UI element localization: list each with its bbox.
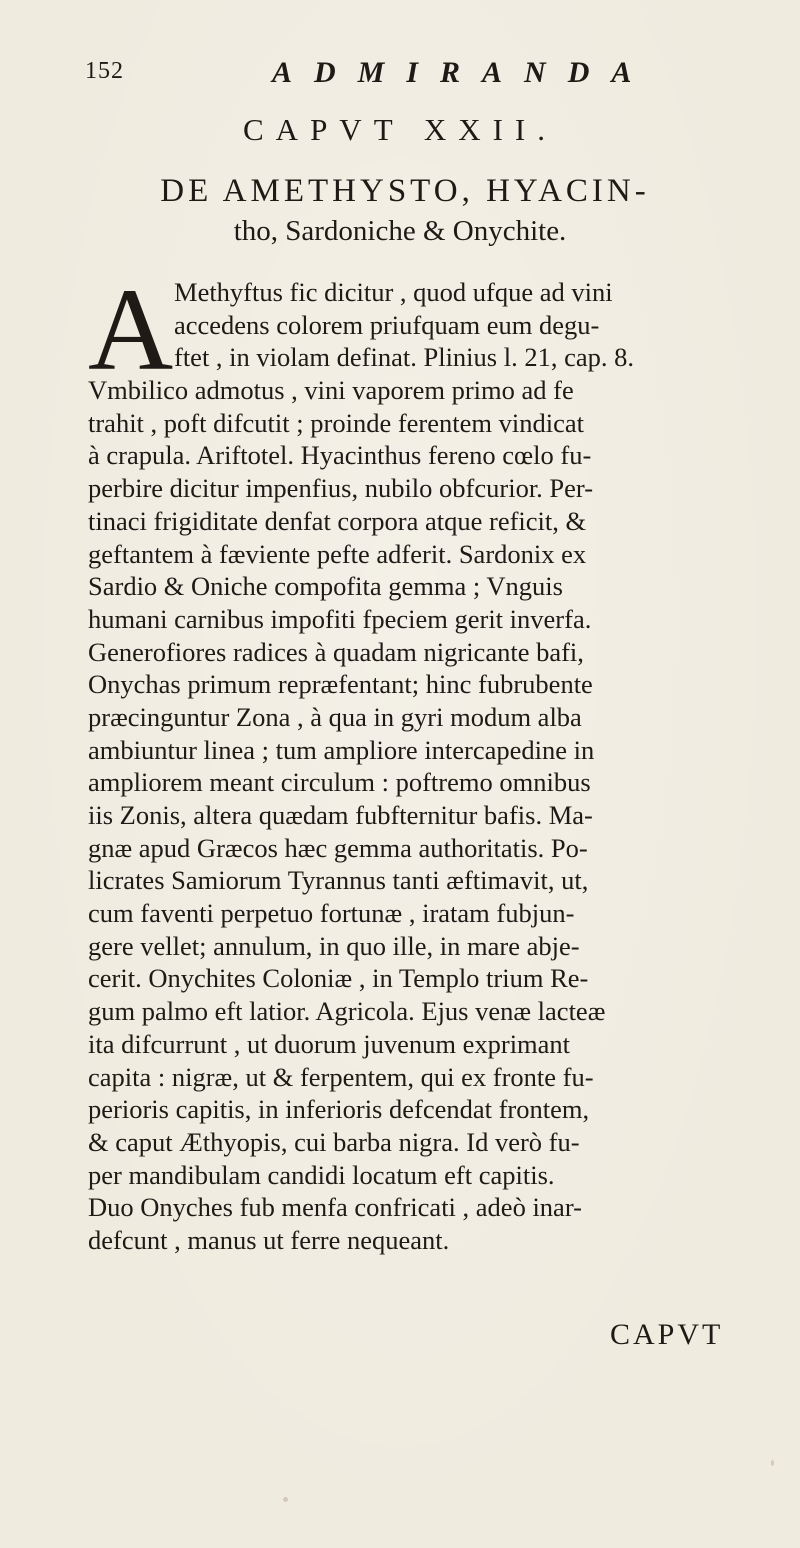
text-line: gum palmo eft latior. Agricola. Ejus venæ lacteæ bbox=[88, 996, 606, 1027]
text-line: Methyftus fic dicitur , quod ufque ad vini bbox=[174, 277, 613, 307]
ink-speck bbox=[771, 1460, 774, 1466]
text-line: ita difcurrunt , ut duorum juvenum exprimant bbox=[88, 1028, 571, 1059]
text-line: accedens colorem priufquam eum degu- bbox=[174, 309, 600, 340]
text-line: ftet , in violam definat. Plinius l. 21, cap. 8. bbox=[174, 342, 634, 373]
chapter-title-line-1: DE AMETHYSTO, HYACIN- bbox=[160, 173, 650, 209]
text-line: cum faventi perpetuo fortunæ , iratam fubjun- bbox=[88, 898, 575, 929]
chapter-heading: CAPVT XXII. bbox=[243, 112, 557, 147]
text-line: licrates Samiorum Tyrannus tanti æftimavit, ut, bbox=[88, 865, 589, 896]
text-line: Generofiores radices à quadam nigricante bafi, bbox=[88, 636, 584, 667]
text-line: perioris capitis, in inferioris defcendat frontem, bbox=[88, 1094, 590, 1125]
text-line: à crapula. Ariftotel. Hyacinthus fereno cœlo fu- bbox=[88, 440, 592, 471]
running-title: ADMIRANDA bbox=[272, 56, 654, 89]
text-line: ambiuntur linea ; tum ampliore intercapedine in bbox=[88, 734, 595, 765]
drop-cap: A bbox=[88, 264, 174, 395]
text-line: Sardio & Oniche compofita gemma ; Vnguis bbox=[88, 571, 563, 602]
page-number: 152 bbox=[85, 58, 124, 84]
text-line: Duo Onyches fub menfa confricati , adeò inar- bbox=[88, 1192, 582, 1223]
text-line: & caput Æthyopis, cui barba nigra. Id verò fu- bbox=[88, 1126, 580, 1157]
ink-speck bbox=[283, 1497, 288, 1502]
text-line: trahit , poft difcutit ; proinde ferentem vindicat bbox=[88, 407, 584, 438]
chapter-title-line-2: tho, Sardoniche & Onychite. bbox=[233, 215, 567, 247]
text-line: gnæ apud Græcos hæc gemma authoritatis. Po- bbox=[88, 832, 588, 863]
chapter-title bbox=[0, 170, 800, 250]
catchword: CAPVT bbox=[610, 1318, 724, 1351]
body-text bbox=[88, 264, 778, 1257]
running-head bbox=[0, 52, 800, 92]
text-line: gere vellet; annulum, in quo ille, in mare abje- bbox=[88, 930, 580, 961]
text-line: Onychas primum repræfentant; hinc fubrubente bbox=[88, 669, 593, 700]
text-line: cerit. Onychites Coloniæ , in Templo trium Re- bbox=[88, 963, 589, 994]
text-line: præcinguntur Zona , à qua in gyri modum alba bbox=[88, 701, 582, 732]
text-line: per mandibulam candidi locatum eft capitis. bbox=[88, 1159, 555, 1190]
text-line: Vmbilico admotus , vini vaporem primo ad fe bbox=[88, 375, 574, 406]
text-line: geftantem à fæviente pefte adferit. Sardonix ex bbox=[88, 538, 587, 569]
text-line: tinaci frigiditate denfat corpora atque reficit, & bbox=[88, 505, 587, 536]
text-line: capita : nigræ, ut & ferpentem, qui ex fronte fu- bbox=[88, 1061, 594, 1092]
text-line: iis Zonis, altera quædam fubfternitur bafis. Ma- bbox=[88, 800, 593, 830]
text-line: perbire dicitur impenfius, nubilo obfcurior. Per- bbox=[88, 473, 594, 504]
text-line: ampliorem meant circulum : poftremo omnibus bbox=[88, 767, 591, 798]
text-line: humani carnibus impofiti fpeciem gerit inverfa. bbox=[88, 603, 592, 634]
text-line: defcunt , manus ut ferre nequeant. bbox=[88, 1224, 450, 1255]
